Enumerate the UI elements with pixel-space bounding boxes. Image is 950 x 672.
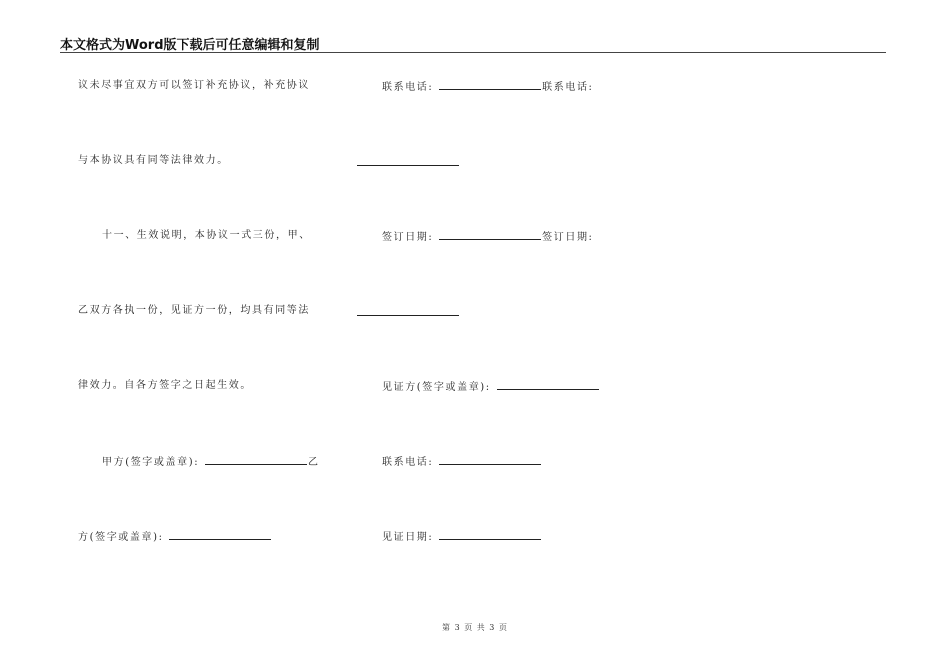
header-divider — [60, 52, 886, 53]
phone-blank-1[interactable] — [439, 80, 541, 90]
agreement-text-line-4: 乙双方各执一份，见证方一份，均具有同等法 — [78, 305, 310, 316]
witness-phone-blank[interactable] — [439, 455, 541, 465]
witness-phone-line — [382, 455, 542, 469]
witness-date-blank[interactable] — [439, 530, 541, 540]
agreement-text-line-2: 与本协议具有同等法律效力。 — [78, 155, 229, 166]
party-a-signature-blank[interactable] — [205, 455, 307, 465]
sign-date-label-2: 签订日期: — [542, 232, 594, 243]
sign-date-blank-2[interactable] — [357, 315, 459, 316]
phone-label-1: 联系电话: — [382, 82, 434, 93]
party-b-signature-line — [78, 530, 272, 544]
phone-line-1 — [382, 80, 594, 94]
witness-signature-line — [382, 380, 600, 394]
witness-date-line — [382, 530, 542, 544]
page-number-footer: 第 3 页 共 3 页 — [442, 623, 508, 632]
witness-sign-label: 见证方(签字或盖章): — [382, 382, 491, 393]
sign-date-line-1 — [382, 230, 594, 244]
party-b-signature-blank[interactable] — [169, 530, 271, 540]
witness-date-label: 见证日期: — [382, 532, 434, 543]
party-b-prefix: 乙 — [307, 457, 320, 468]
agreement-text-line-5: 律效力。自各方签字之日起生效。 — [78, 380, 252, 391]
phone-label-2: 联系电话: — [542, 82, 594, 93]
party-b-label: 方(签字或盖章): — [78, 532, 164, 543]
sign-date-label-1: 签订日期: — [382, 232, 434, 243]
witness-signature-blank[interactable] — [497, 380, 599, 390]
phone-blank-2[interactable] — [357, 165, 459, 166]
agreement-text-line-1: 议未尽事宜双方可以签订补充协议，补充协议 — [78, 80, 310, 91]
sign-date-blank-1[interactable] — [439, 230, 541, 240]
agreement-text-line-3: 十一、生效说明，本协议一式三份，甲、 — [102, 230, 311, 241]
witness-phone-label: 联系电话: — [382, 457, 434, 468]
document-header-title: 本文格式为Word版下载后可任意编辑和复制 — [60, 38, 320, 53]
party-a-signature-line — [102, 455, 320, 469]
party-a-label: 甲方(签字或盖章): — [102, 457, 200, 468]
